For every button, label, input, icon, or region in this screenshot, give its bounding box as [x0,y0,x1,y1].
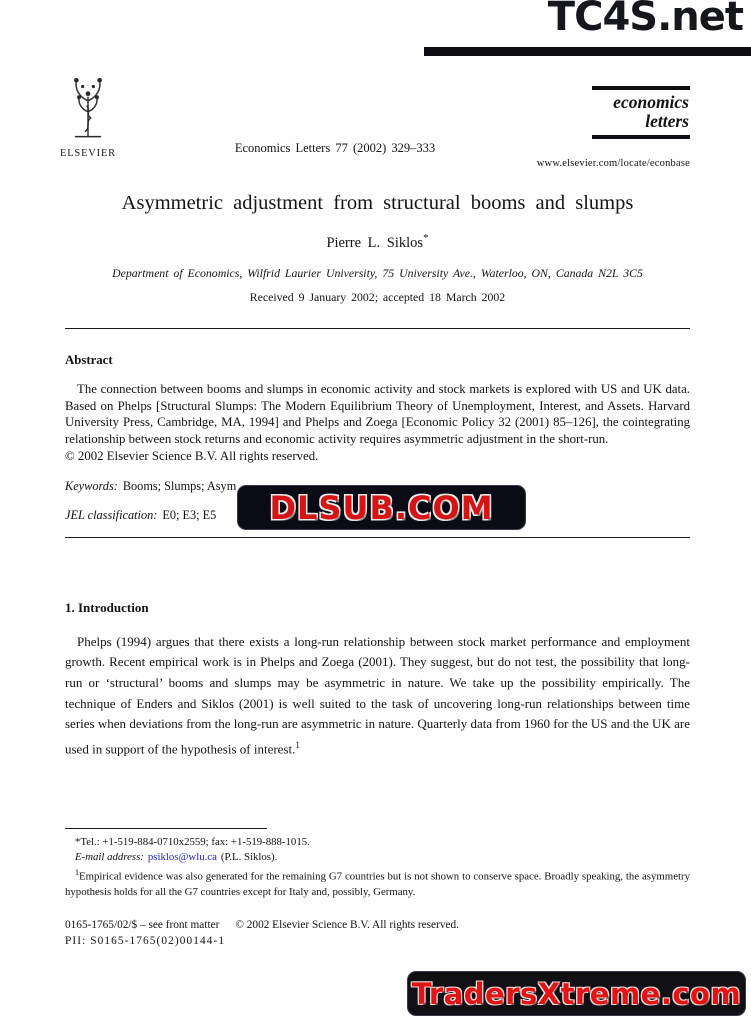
journal-brand-block [592,86,690,139]
divider-rule-top [65,328,690,329]
publisher-name: ELSEVIER [60,148,116,159]
watermark-tradersxtreme: TradersXtreme.com [408,972,745,1015]
watermark-dlsub: DLSUB.COM [238,486,525,529]
author-name: Pierre L. Siklos [326,234,424,251]
received-accepted-line: Received 9 January 2002; accepted 18 March 2002 [249,289,506,304]
email-link[interactable]: psiklos@wlu.ca [147,851,217,864]
email-tail: (P.L. Siklos). [220,851,278,864]
brand-line2: letters [645,110,689,131]
keywords-label: Keywords: [65,478,118,493]
footnote-1 [65,865,690,900]
article-title: Asymmetric adjustment from structural booms and slumps [121,192,634,214]
copyright-line: © 2002 Elsevier Science B.V. All rights reserved. [65,449,319,464]
brand-line1: economics [613,91,689,112]
brand-title [592,90,690,136]
footnote-telephone: *Tel.: +1-519-884-0710x2559; fax: +1-519-888-1015. [75,836,310,848]
email-label: E-mail address: [75,851,144,864]
footnote-and-footer-block [65,828,690,947]
elsevier-tree-icon [60,74,116,142]
author-footnote-mark: * [423,232,429,244]
author-affiliation: Department of Economics, Wilfrid Laurier University, 75 University Ave., Waterloo, ON, Canada N2L 3C5 [112,265,643,280]
keywords-value: Booms; Slumps; Asym [122,478,237,493]
jel-label: JEL classification: [65,507,158,522]
pii-line: PII: S0165-1765(02)00144-1 [65,935,226,948]
introduction-footnote-mark: 1 [295,739,300,750]
tc4s-underline-bar [424,47,751,56]
rights-statement: © 2002 Elsevier Science B.V. All rights reserved. [235,919,459,932]
footnote-separator-rule [65,828,267,829]
footnote-email-line [65,850,690,865]
introduction-text: Phelps (1994) argues that there exists a long-run relationship between stock market performance and employment growth. Recent empirical work is in Phelps and Zoega (2001). They suggest, but do not test, the possibility that long-run or ‘structural’ booms and slumps may be asymmetric in nature. We take up the possibility empirically. The technique of Enders and Siklos (2001) is well suited to the task of uncovering long-run relationships between time series when deviations from the long-run are asymmetric in nature. Quarterly data from 1960 for the US and the UK are used in support of the hypothesis of interest. [65,633,690,757]
abstract-heading: Abstract [65,352,113,367]
article-content [65,186,690,760]
author-line [65,232,690,252]
issn-front-matter: 0165-1765/02/$ – see front matter [65,919,220,932]
journal-reference: Economics Letters 77 (2002) 329–333 [234,141,436,155]
section-heading-introduction: 1. Introduction [65,599,149,615]
watermark-tc4s: TC4S.net [547,0,743,40]
brand-bottom-bar [592,135,690,139]
divider-rule-bottom [65,537,690,538]
journal-website: www.elsevier.com/locate/econbase [536,158,690,169]
jel-value: E0; E3; E5 [162,507,217,522]
elsevier-logo-block [56,74,120,159]
footnote-1-text: Empirical evidence was also generated for the remaining G7 countries but is not shown to conserve space. Broadly speaking, the asymmetry hypothesis holds for all the G7 countries except for Italy and, possibly, Germany. [65,871,690,899]
footnote-1-mark: 1 [75,868,79,878]
introduction-paragraph [65,632,690,760]
abstract-body: The connection between booms and slumps in economic activity and stock markets is explored with US and UK data. Based on Phelps [Structural Slumps: The Modern Equilibrium Theory of Unemployment, Interest, and Assets. Harvard University Press, Cambridge, MA, 1994] and Phelps and Zoega [Economic Policy 32 (2001) 85–126], the cointegrating relationship between stock returns and economic activity requires asymmetric adjustment in the short-run. [65,381,690,447]
imprint-line [65,919,690,931]
